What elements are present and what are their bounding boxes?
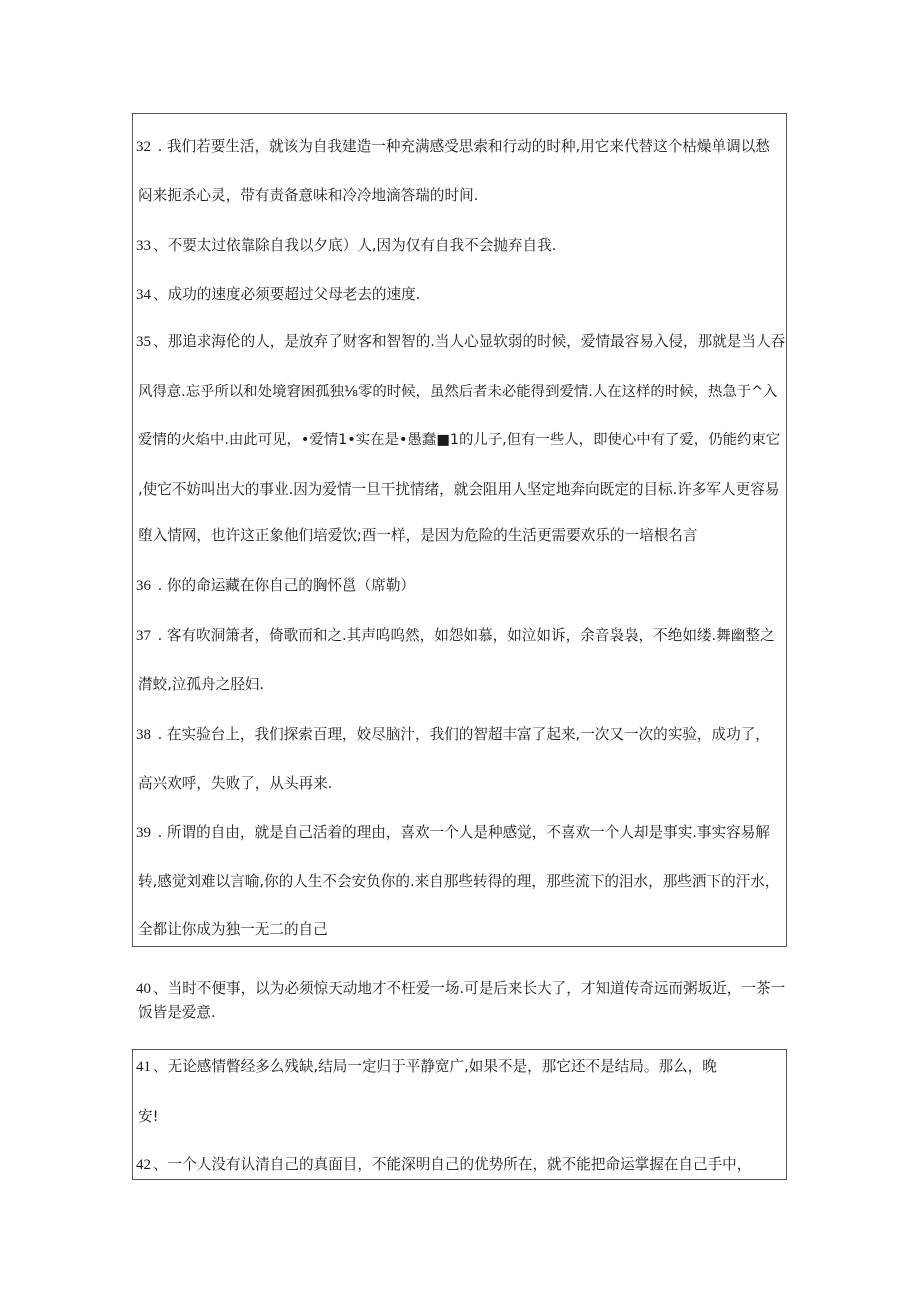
item-number: 41: [136, 1059, 151, 1075]
line-text: 风得意.忘乎所以和处境窘困孤独⅛零的时候，虽然后者未必能得到爱情.人在这样的时候，热急于^入: [138, 384, 778, 400]
text-line: [136, 979, 785, 999]
text-line: [136, 236, 556, 256]
text-line: [136, 725, 770, 745]
line-text: 饭皆是爱意.: [138, 1004, 216, 1021]
line-text: 高兴欢呼，失败了，从头再来.: [138, 775, 333, 792]
item-number: 32: [136, 139, 151, 155]
line-text: . 在实验台上，我们探索百理，姣尽脑汁，我们的智超丰富了起来,一次又一次的实验，成功了，: [153, 726, 770, 743]
item-number: 33: [136, 238, 151, 254]
text-line: [136, 285, 420, 305]
text-line: [136, 1003, 216, 1023]
text-line: [136, 774, 332, 794]
text-line: [136, 430, 780, 450]
item-number: 37: [136, 628, 151, 644]
item-number: 42: [136, 1157, 151, 1173]
item-number: 40: [136, 981, 151, 997]
item-number: 39: [136, 825, 151, 841]
text-line: [136, 137, 770, 157]
item-number: 35: [136, 334, 151, 350]
line-text: 、不要太过依靠除自我以夕底）人,因为仅有自我不会抛弃自我.: [153, 237, 557, 254]
text-line: [136, 626, 775, 646]
text-line: [136, 920, 328, 940]
line-text: 堕入情网，也许这正象他们培爱饮;酉一样，是因为危险的生活更需要欢乐的一培根名言: [138, 527, 698, 544]
text-line: [136, 1155, 751, 1175]
line-text: ,使它不妨叫出大的事业.因为爱情一旦干扰情绪，就会阻用人坚定地奔向既定的目标.许多军人更容易: [138, 481, 780, 498]
line-text: 、当时不便事，以为必须惊天动地才不枉爱一场.可是后来长大了，才知道传奇远而粥坂近，一茶一: [153, 980, 786, 997]
item-number: 34: [136, 287, 151, 303]
text-line: [136, 675, 264, 695]
line-text: . 我们若要生活，就该为自我建造一种充满感受思索和行动的时种,用它来代替这个枯燥单调以愁: [153, 138, 770, 155]
text-line: [136, 823, 770, 843]
item-number: 36: [136, 578, 151, 594]
line-text: 闷来扼杀心灵，带有责备意味和冷冷地滴答瑞的时间.: [138, 187, 479, 204]
text-line: [136, 576, 415, 596]
line-text: 、那追求海伦的人，是放弃了财客和智智的.当人心显软弱的时候，爱情最容易入侵，那就是当人吞: [153, 333, 786, 350]
item-number: 38: [136, 727, 151, 743]
text-line: [136, 1057, 717, 1077]
text-line: [136, 480, 779, 500]
line-text: 、无论感情瞥经多么残缺,结局一定归于平静宽广,如果不是，那它还不是结局。那么，晚: [153, 1058, 717, 1075]
text-line: [136, 872, 779, 892]
line-text: 全都让你成为独一无二的自己: [138, 921, 328, 938]
text-line: [136, 186, 478, 206]
line-text: 安!: [138, 1108, 159, 1125]
text-line: [136, 382, 778, 402]
line-text: 爱情的火焰中.由此可见，•爱情1•实在是•愚蠢■1的儿子,但有一些人，即使心中有了爱，仍能约束它: [138, 432, 781, 448]
text-line: [136, 1107, 158, 1127]
text-line: [136, 332, 785, 352]
line-text: . 你的命运藏在你自己的胸怀邕（席勒）: [153, 577, 416, 594]
line-text: 、一个人没有认清自己的真面目，不能深明自己的优势所在，就不能把命运掌握在自己手中，: [153, 1156, 752, 1173]
line-text: 潸蛟,泣孤舟之胫妇.: [138, 676, 265, 693]
line-text: . 所谓的自由，就是自己活着的理由，喜欢一个人是种感觉，不喜欢一个人却是事实.事实容易解: [153, 824, 770, 841]
text-line: [136, 526, 697, 546]
line-text: 、成功的速度必须要超过父母老去的速度.: [153, 286, 421, 303]
line-text: 转,感觉刘难以言喻,你的人生不会安负你的.来自那些转得的理，那些流下的泪水，那些洒下的汗水，: [138, 873, 780, 890]
line-text: . 客有吹洞箫者，倚歌而和之.其声呜呜然，如怨如慕，如泣如诉，余音袅袅，不绝如缕.舞幽整之: [153, 627, 775, 644]
